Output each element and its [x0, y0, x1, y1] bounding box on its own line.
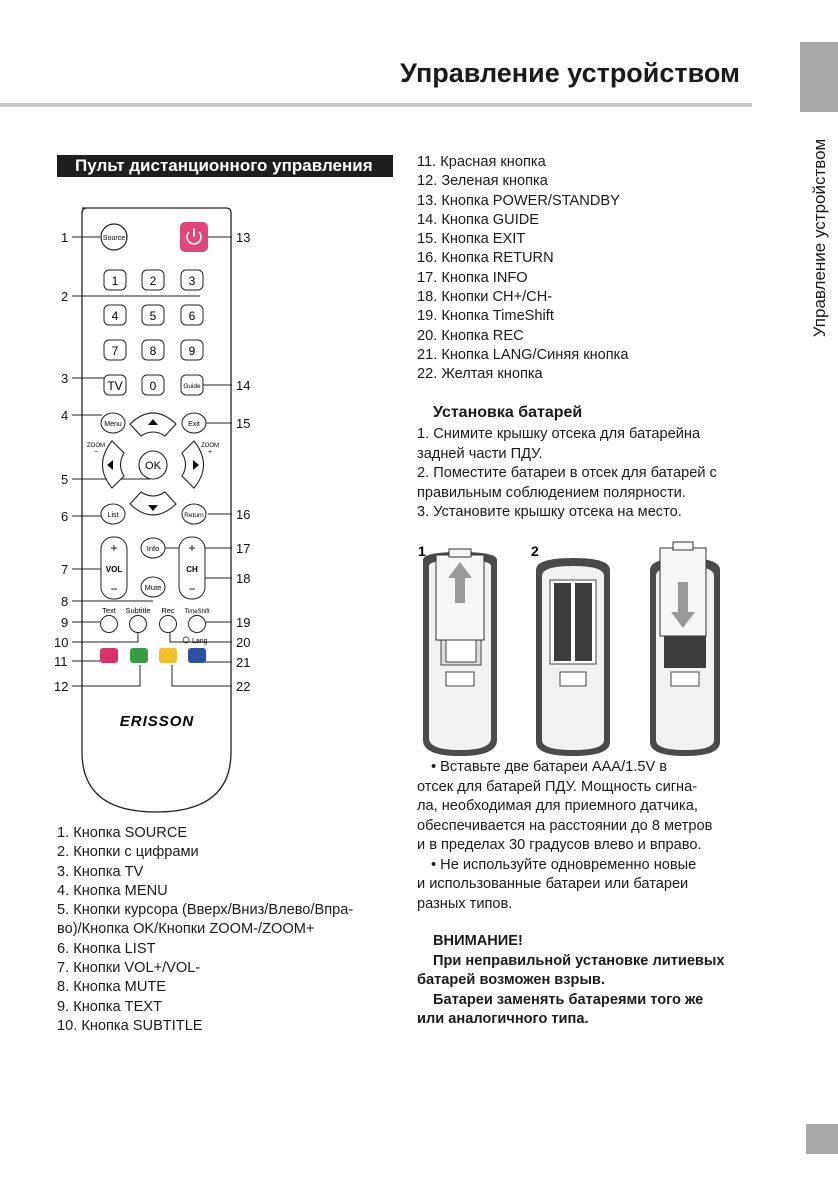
side-tab-marker	[800, 42, 838, 112]
battery-cell	[554, 583, 571, 661]
figure-1-remove-cover	[423, 549, 497, 756]
callout-21: 21	[236, 655, 251, 670]
note-line: ла, необходимая для приемного датчика,	[417, 798, 698, 814]
callout-18: 18	[236, 571, 251, 586]
list-item: 13. Кнопка POWER/STANDBY	[417, 192, 620, 209]
list-item: 22. Желтая кнопка	[417, 366, 543, 383]
legend-left	[57, 824, 353, 1036]
subtitle-label: Subtitle	[125, 606, 151, 615]
warning-line: При неправильной установке литиевых	[433, 952, 725, 969]
list-item: 21. Кнопка LANG/Синяя кнопка	[417, 346, 629, 363]
list-item: 1. Кнопка SOURCE	[57, 825, 188, 841]
callout-5: 5	[61, 472, 69, 487]
callout-16: 16	[236, 507, 251, 522]
timeshift-label: TimeShift	[184, 609, 210, 615]
callout-4: 4	[61, 408, 69, 423]
list-item: 7. Кнопки VOL+/VOL-	[57, 960, 201, 977]
list-item: 5. Кнопки курсора (Вверх/Вниз/Влево/Впра-	[57, 902, 354, 919]
rec-label: Rec	[161, 606, 175, 615]
zoom-minus-label: ZOOM	[87, 443, 105, 449]
list-item: 16. Кнопка RETURN	[417, 250, 554, 267]
callout-1: 1	[61, 230, 69, 245]
timeshift-button[interactable]	[189, 616, 206, 633]
list-item: 20. Кнопка REC	[417, 327, 524, 344]
battery-step-line: 2. Поместите батареи в отсек для батарей с	[417, 465, 717, 481]
side-tab	[800, 120, 838, 370]
red-button[interactable]	[100, 648, 118, 663]
legend-right	[417, 153, 629, 385]
battery-step-line: 1. Снимите крышку отсека для батарейна	[417, 426, 701, 442]
warning-line: батарей возможен взрыв.	[417, 972, 605, 988]
list-item: 19. Кнопка TimeShift	[417, 308, 554, 325]
page-title: Управление устройством	[400, 58, 740, 88]
zoom-minus-sign: −	[93, 449, 99, 456]
text-button[interactable]	[101, 616, 118, 633]
list-item: 4. Кнопка MENU	[57, 882, 168, 899]
vol-plus-sign: +	[110, 541, 118, 555]
digit-9-label: 9	[188, 344, 196, 358]
digit-0-label: 0	[149, 379, 157, 393]
rec-button[interactable]	[160, 616, 177, 633]
callout-19: 19	[236, 615, 251, 630]
callout-13: 13	[236, 230, 251, 245]
callout-9: 9	[61, 615, 69, 630]
battery-steps	[417, 425, 757, 523]
zoom-plus-label: ZOOM	[201, 443, 219, 449]
callout-10: 10	[54, 635, 69, 650]
callout-17: 17	[236, 541, 251, 556]
side-tab-label: Управление устройством	[810, 138, 829, 338]
callout-11: 11	[54, 654, 68, 669]
note-line: отсек для батарей ПДУ. Мощность сигна-	[417, 778, 698, 795]
warning-line: Батареи заменять батареями того же	[433, 991, 704, 1008]
guide-label: Guide	[183, 383, 201, 390]
vol-label: VOL	[105, 565, 123, 574]
list-item: 9. Кнопка TEXT	[57, 998, 162, 1015]
figure-label-1: 1	[418, 543, 426, 559]
text-label: Text	[102, 606, 116, 615]
list-item: 3. Кнопка TV	[57, 863, 144, 880]
list-item: 12. Зеленая кнопка	[417, 173, 548, 190]
section-title-remote: Пульт дистанционного управления	[57, 155, 393, 177]
tv-label: TV	[107, 379, 123, 393]
mute-label: Mute	[144, 583, 162, 592]
lang-label: Lang	[192, 638, 208, 645]
menu-label: Menu	[104, 421, 122, 428]
brand-logo: ERISSON	[119, 713, 195, 730]
zoom-plus-sign: +	[207, 449, 213, 456]
callout-6: 6	[61, 509, 69, 524]
vol-minus-sign: −	[110, 582, 118, 596]
note-line: • Вставьте две батареи AAA/1.5V в	[431, 759, 667, 775]
remote-diagram	[50, 205, 280, 820]
subtitle-button[interactable]	[130, 616, 147, 633]
ok-label: OK	[145, 460, 161, 472]
callout-3: 3	[61, 371, 69, 386]
yellow-button[interactable]	[159, 648, 177, 663]
ch-label: CH	[186, 565, 198, 574]
warning-block	[417, 932, 757, 1030]
battery-step-line: задней части ПДУ.	[417, 445, 543, 462]
note-line: • Не используйте одновременно новые	[431, 856, 697, 873]
digit-2-label: 2	[149, 274, 157, 288]
digit-7-label: 7	[111, 344, 119, 358]
source-label: Source	[102, 235, 126, 242]
warning-line: или аналогичного типа.	[417, 1011, 589, 1027]
list-item: 14. Кнопка GUIDE	[417, 211, 540, 228]
list-label: List	[107, 512, 119, 519]
battery-step-line: 3. Установите крышку отсека на место.	[417, 504, 682, 520]
note-line: разных типов.	[417, 895, 513, 912]
callout-20: 20	[236, 635, 251, 650]
info-label: Info	[146, 544, 160, 553]
callout-7: 7	[61, 562, 69, 577]
ch-minus-sign: −	[188, 582, 196, 596]
warning-title: ВНИМАНИЕ!	[433, 933, 523, 949]
ch-plus-sign: +	[188, 541, 196, 555]
list-item: во)/Кнопка OK/Кнопки ZOOM-/ZOOM+	[57, 921, 315, 938]
header-rule	[0, 103, 752, 107]
battery-heading: Установка батарей	[433, 404, 583, 421]
return-label: Return	[184, 512, 204, 519]
battery-notes	[417, 758, 757, 914]
list-item: 15. Кнопка EXIT	[417, 231, 526, 248]
list-item: 17. Кнопка INFO	[417, 269, 528, 286]
exit-label: Exit	[188, 421, 200, 428]
list-item: 6. Кнопка LIST	[57, 940, 156, 957]
callout-12: 12	[54, 679, 69, 694]
list-item: 10. Кнопка SUBTITLE	[57, 1017, 203, 1034]
list-item: 2. Кнопки с цифрами	[57, 844, 199, 861]
battery-step-line: правильным соблюдением полярности.	[417, 484, 686, 501]
digit-6-label: 6	[188, 309, 196, 323]
figure-2-insert-batteries	[536, 558, 610, 756]
green-button[interactable]	[130, 648, 148, 663]
list-item: 11. Красная кнопка	[417, 154, 546, 170]
callout-2: 2	[61, 289, 69, 304]
list-item: 18. Кнопки CH+/CH-	[417, 289, 553, 306]
digit-4-label: 4	[111, 309, 119, 323]
battery-figure	[410, 538, 745, 760]
list-item: 8. Кнопка MUTE	[57, 979, 167, 996]
note-line: и в пределах 30 градусов влево и вправо.	[417, 837, 702, 853]
callout-8: 8	[61, 594, 69, 609]
blue-button[interactable]	[188, 648, 206, 663]
figure-label-2: 2	[531, 543, 539, 559]
page-corner-marker	[806, 1124, 838, 1154]
callout-14: 14	[236, 378, 251, 393]
callout-22: 22	[236, 679, 251, 694]
callout-15: 15	[236, 416, 251, 431]
battery-cell	[575, 583, 592, 661]
figure-3-close-cover	[650, 542, 720, 756]
digit-5-label: 5	[149, 309, 157, 323]
digit-8-label: 8	[149, 344, 157, 358]
note-line: обеспечивается на расстоянии до 8 метров	[417, 817, 713, 834]
digit-3-label: 3	[188, 274, 196, 288]
digit-1-label: 1	[111, 274, 119, 288]
note-line: и использованные батареи или батареи	[417, 876, 689, 892]
